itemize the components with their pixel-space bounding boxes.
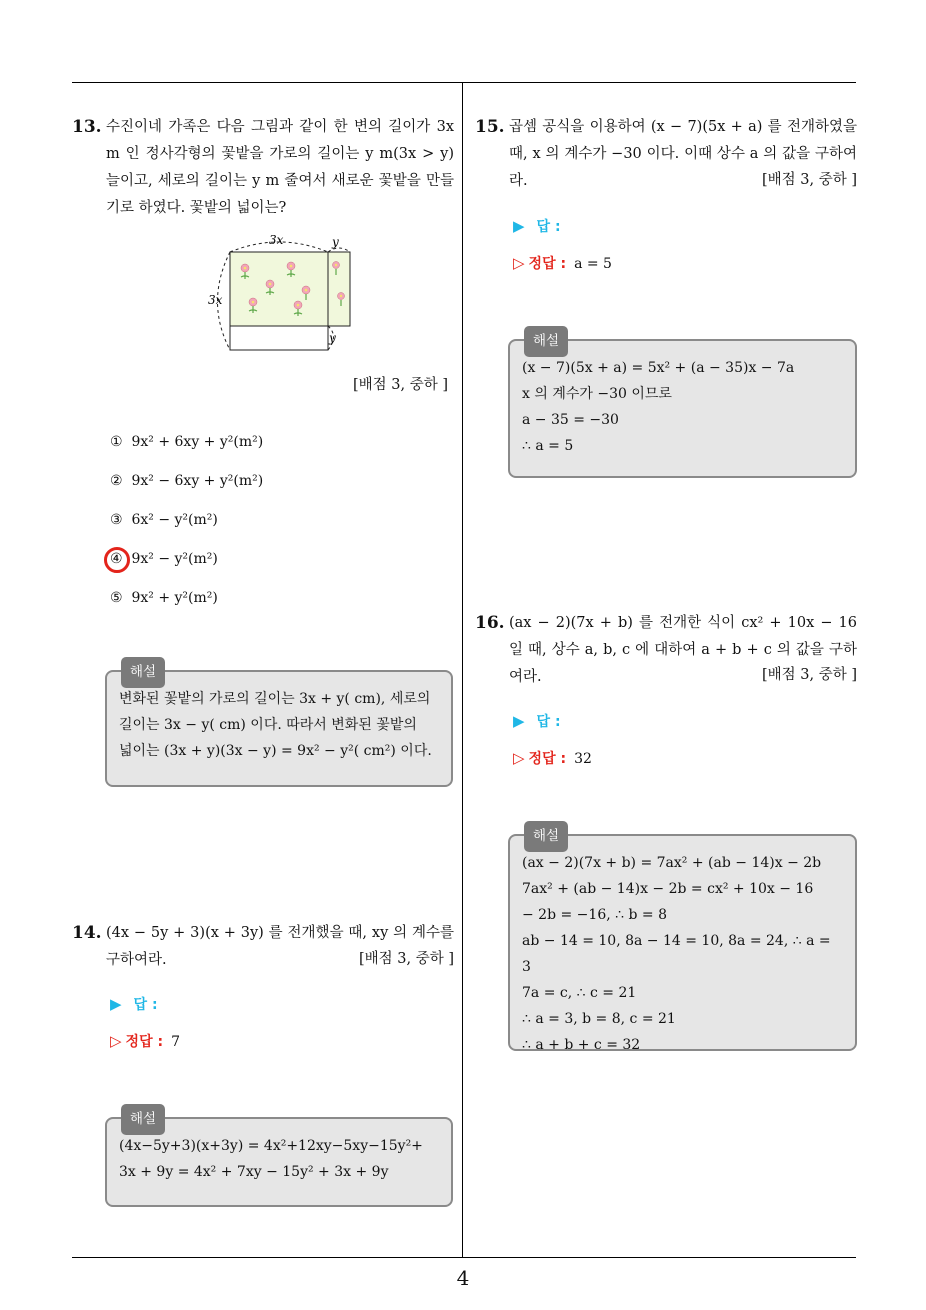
q15-score: [배점 3, 중하 ] (761, 172, 857, 188)
selected-answer-circle (104, 547, 130, 573)
play-icon: ▶ (513, 712, 525, 730)
q14-explanation-box (105, 1111, 453, 1207)
solution-value: a = 5 (574, 256, 612, 272)
explain-line: x 의 계수가 −30 이므로 (522, 386, 672, 402)
outline-triangle-icon: ▷ (110, 1032, 122, 1050)
q13-score: [배점 3, 중하 ] (352, 377, 448, 393)
explain-line: ab − 14 = 10, 8a − 14 = 10, 8a = 24, ∴ a = 3 (522, 933, 831, 975)
q13-choice-5[interactable] (110, 590, 218, 606)
fig-right-label: y (332, 235, 339, 249)
flower-bed-figure (205, 232, 365, 357)
fig-side-label: 3x (208, 293, 223, 307)
explain-line: − 2b = −16, ∴ b = 8 (522, 907, 667, 923)
explanation-tab: 해설 (524, 821, 568, 852)
q13-text: 수진이네 가족은 다음 그림과 같이 한 변의 길이가 3x m 인 정사각형의 꽃밭을 가로의 길이는 y m(3x > y) 늘이고, 세로의 길이는 y m 줄여서 새로운 꽃밭을 만들기로 하였다. 꽃밭의 넓이는? (106, 119, 454, 216)
q15-text: 곱셈 공식을 이용하여 (x − 7)(5x + a) 를 전개하였을 때, x 의 계수가 −30 이다. 이때 상수 a 의 값을 구하여라. (509, 119, 857, 189)
q13-number: 13. (72, 117, 102, 137)
fig-top-label: 3x (269, 233, 284, 247)
answer-label: 답 : (536, 219, 561, 235)
page-number: 4 (456, 1266, 470, 1290)
explain-line: (x − 7)(5x + a) = 5x² + (a − 35)x − 7a (522, 360, 795, 376)
bottom-rule (72, 1257, 856, 1258)
solution-value: 7 (171, 1034, 180, 1050)
q13-block (106, 114, 454, 222)
explain-line: 길이는 3x − y( cm) 이다. 따라서 변화된 꽃밭의 (119, 717, 417, 733)
choice-expr: 9x² − 6xy + y²(m²) (131, 473, 264, 489)
explain-line: (ax − 2)(7x + b) = 7ax² + (ab − 14)x − 2b (522, 855, 822, 871)
q14-solution-row (110, 1031, 180, 1051)
explanation-tab: 해설 (121, 657, 165, 688)
explain-line: 넓이는 (3x + y)(3x − y) = 9x² − y²( cm²) 이다. (119, 743, 432, 759)
q16-explanation-box (508, 828, 857, 1053)
q16-text: (ax − 2)(7x + b) 를 전개한 식이 cx² + 10x − 16 일 때, 상수 a, b, c 에 대하여 a + b + c 의 값을 구하여라. (509, 615, 857, 685)
explain-line: ∴ a = 5 (522, 438, 574, 454)
explain-line: ∴ a + b + c = 32 (522, 1037, 641, 1053)
solution-label: 정답 : (528, 256, 567, 272)
q16-solution-row (513, 748, 592, 768)
q15-answer-row[interactable] (513, 216, 561, 236)
explain-line: ∴ a = 3, b = 8, c = 21 (522, 1011, 676, 1027)
choice-expr: 9x² − y²(m²) (131, 551, 218, 567)
q14-answer-row[interactable] (110, 994, 158, 1014)
explain-line: (4x−5y+3)(x+3y) = 4x²+12xy−5xy−15y²+ (119, 1138, 423, 1154)
choice-mark: ④ (110, 551, 123, 567)
outline-triangle-icon: ▷ (513, 254, 525, 272)
choice-mark: ⑤ (110, 590, 123, 606)
choice-mark: ① (110, 434, 123, 450)
q13-choice-2[interactable] (110, 473, 263, 489)
choice-mark: ② (110, 473, 123, 489)
q15-number: 15. (475, 117, 505, 137)
choice-expr: 6x² − y²(m²) (131, 512, 218, 528)
q14-score: [배점 3, 중하 ] (358, 951, 454, 967)
q13-explanation-box (105, 664, 453, 787)
top-rule (72, 82, 856, 83)
solution-label: 정답 : (528, 751, 567, 767)
choice-mark: ③ (110, 512, 123, 528)
q16-number: 16. (475, 613, 505, 633)
q16-score: [배점 3, 중하 ] (761, 667, 857, 683)
explain-line: 7ax² + (ab − 14)x − 2b = cx² + 10x − 16 (522, 881, 814, 897)
explain-line: a − 35 = −30 (522, 412, 619, 428)
answer-label: 답 : (536, 714, 561, 730)
column-divider (462, 82, 463, 1258)
solution-label: 정답 : (125, 1034, 164, 1050)
choice-expr: 9x² + 6xy + y²(m²) (131, 434, 264, 450)
play-icon: ▶ (110, 995, 122, 1013)
solution-value: 32 (574, 751, 592, 767)
fig-bottom-label: y (329, 331, 336, 345)
choice-expr: 9x² + y²(m²) (131, 590, 218, 606)
explanation-tab: 해설 (524, 326, 568, 357)
play-icon: ▶ (513, 217, 525, 235)
explain-line: 3x + 9y = 4x² + 7xy − 15y² + 3x + 9y (119, 1164, 389, 1180)
q15-solution-row (513, 253, 612, 273)
q15-explanation-box (508, 333, 857, 478)
answer-label: 답 : (133, 997, 158, 1013)
explain-line: 7a = c, ∴ c = 21 (522, 985, 637, 1001)
explain-line: 변화된 꽃밭의 가로의 길이는 3x + y( cm), 세로의 (119, 691, 431, 707)
q16-answer-row[interactable] (513, 711, 561, 731)
outline-triangle-icon: ▷ (513, 749, 525, 767)
q14-text: (4x − 5y + 3)(x + 3y) 를 전개했을 때, xy 의 계수를 구하여라. (106, 925, 454, 968)
q13-choice-3[interactable] (110, 512, 218, 528)
explanation-tab: 해설 (121, 1104, 165, 1135)
q14-number: 14. (72, 923, 102, 943)
q13-choice-1[interactable] (110, 434, 263, 450)
